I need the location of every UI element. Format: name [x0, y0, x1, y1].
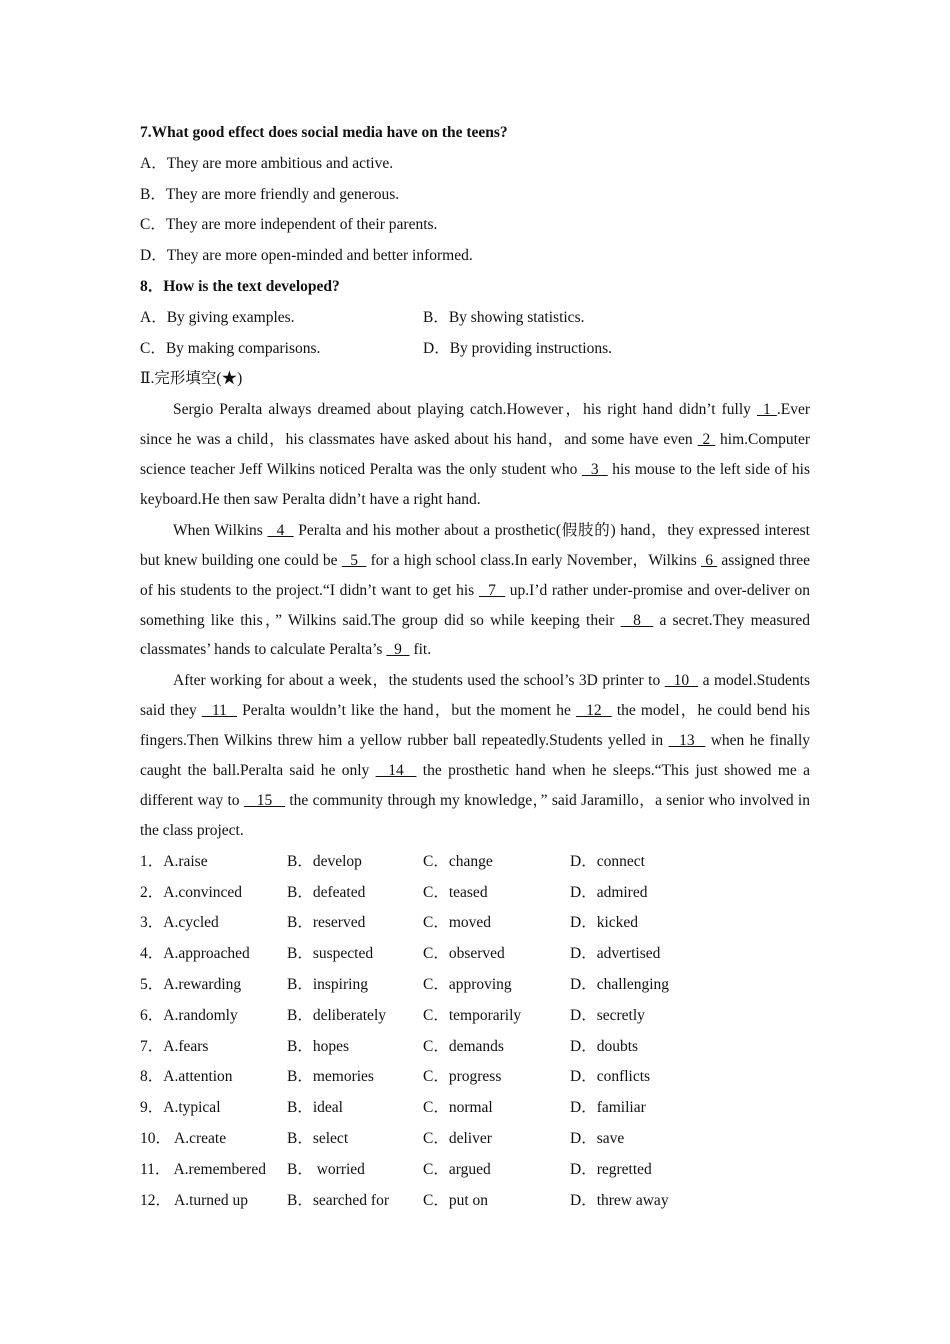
choice-c: C．observed [423, 945, 505, 963]
choice-a: 1．A.raise [140, 852, 208, 870]
choice-a: 10． A.create [140, 1129, 227, 1147]
choice-b: B．deliberately [287, 1006, 386, 1024]
section-title: Ⅱ.完形填空(★) [140, 370, 243, 388]
choices-list [140, 847, 810, 1217]
question-8-options-row-2 [140, 334, 810, 365]
choice-row-3 [140, 908, 810, 939]
paragraph-text: assigned three of his students to the project.“I didn’t want to get his [140, 551, 811, 599]
paragraph-text: up.I’d rather under-promise and over-deliver on something like this，” Wilkins said.The group did so while keeping their [140, 581, 810, 629]
choice-c: C．put on [423, 1191, 489, 1209]
choice-d: D．conflicts [570, 1068, 651, 1086]
choice-a: 3．A.cycled [140, 914, 219, 932]
blank-11: 11 [201, 702, 238, 720]
paragraph-text: when he finally caught the ball.Peralta said he only [140, 732, 811, 780]
choice-row-12 [140, 1186, 810, 1217]
choice-row-4 [140, 939, 810, 970]
question-8-options-row-1 [140, 303, 810, 334]
choice-d: D．challenging [570, 975, 670, 993]
choice-c: C．teased [423, 883, 488, 901]
question-8-option-d: D．By providing instructions. [423, 339, 613, 357]
choice-b: B．defeated [287, 883, 366, 901]
blank-12: 12 [575, 702, 612, 720]
cloze-paragraph-2 [140, 516, 810, 666]
choice-row-2 [140, 878, 810, 909]
blank-1: 1 [756, 401, 777, 419]
paragraph-text: the prosthetic hand when he sleeps.“This just showed me a different way to [140, 762, 810, 809]
question-8-option-b: B．By showing statistics. [423, 308, 585, 326]
choice-b: B．select [287, 1129, 349, 1147]
choice-b: B． worried [287, 1160, 365, 1178]
choice-d: D．admired [570, 883, 648, 901]
choice-row-10 [140, 1124, 810, 1155]
choice-b: B．reserved [287, 914, 366, 932]
choice-a: 9．A.typical [140, 1099, 221, 1117]
blank-6: 6 [701, 551, 718, 569]
blank-8: 8 [620, 611, 654, 629]
choice-a: 8．A.attention [140, 1068, 233, 1086]
choice-d: D．doubts [570, 1037, 639, 1055]
paragraph-text: Peralta and his mother about a prosthetic(假肢的) hand，they expressed interest but knew building one could be [140, 521, 810, 569]
choice-d: D．familiar [570, 1099, 646, 1117]
paragraph-text: the community through my knowledge，” said Jaramillo，a senior who involved in the class project. [140, 791, 810, 839]
choice-b: B．inspiring [287, 975, 368, 993]
choice-a: 7．A.fears [140, 1037, 209, 1055]
blank-4: 4 [267, 521, 294, 539]
choice-b: B．searched for [287, 1191, 389, 1209]
blank-5: 5 [341, 551, 367, 569]
choice-b: B．hopes [287, 1037, 350, 1055]
paragraph-text: his mouse to the left side of his keyboard.He then saw Peralta didn’t have a right hand. [140, 460, 811, 508]
paragraph-text: fit. [409, 641, 432, 659]
paragraph-text: him.Computer science teacher Jeff Wilkins noticed Peralta was the only student who [140, 431, 810, 478]
blank-10: 10 [664, 672, 699, 690]
paragraph-text: the model，he could bend his fingers.Then Wilkins threw him a yellow rubber ball repeatedly.Students yelled in [140, 702, 811, 750]
choice-c: C．progress [423, 1068, 502, 1086]
choice-row-7 [140, 1032, 810, 1063]
choice-c: C．approving [423, 975, 512, 993]
choice-a: 12． A.turned up [140, 1191, 249, 1209]
choice-a: 2．A.convinced [140, 883, 243, 901]
choice-d: D．advertised [570, 945, 661, 963]
choice-b: B．suspected [287, 945, 374, 963]
choice-row-1 [140, 847, 810, 878]
choice-a: 11． A.remembered [140, 1160, 266, 1178]
paragraph-text: .Ever since he was a child，his classmates have asked about his hand，and some have even [140, 401, 810, 449]
cloze-paragraph-1 [140, 395, 810, 515]
choice-row-9 [140, 1093, 810, 1124]
choice-b: B．develop [287, 852, 362, 870]
cloze-paragraph-3 [140, 666, 810, 845]
choice-a: 5．A.rewarding [140, 975, 242, 993]
blank-14: 14 [375, 762, 417, 780]
blank-9: 9 [386, 641, 410, 659]
paragraph-text: When Wilkins [173, 521, 268, 539]
choice-d: D．save [570, 1129, 625, 1147]
paragraph-text: Sergio Peralta always dreamed about playing catch.However，his right hand didn’t fully [173, 401, 757, 419]
choice-c: C．moved [423, 914, 492, 932]
paragraph-text: After working for about a week，the students used the school’s 3D printer to [173, 672, 665, 690]
choice-c: C．change [423, 852, 493, 870]
question-8-option-c: C．By making comparisons. [140, 339, 321, 357]
blank-3: 3 [581, 460, 608, 478]
choice-c: C．deliver [423, 1129, 492, 1147]
choice-row-11 [140, 1155, 810, 1186]
choice-row-6 [140, 1001, 810, 1032]
choice-c: C．temporarily [423, 1006, 522, 1024]
blank-15: 15 [243, 791, 286, 809]
choice-d: D．regretted [570, 1160, 652, 1178]
blank-13: 13 [668, 732, 706, 750]
choice-d: D．kicked [570, 914, 639, 932]
choice-a: 4．A.approached [140, 945, 250, 963]
question-8-option-a: A．By giving examples. [140, 308, 295, 326]
choice-d: D．connect [570, 852, 645, 870]
blank-7: 7 [478, 581, 506, 599]
question-7-option-d: D．They are more open-minded and better informed. [140, 247, 473, 265]
document-page [140, 118, 810, 1216]
question-7-option-b: B．They are more friendly and generous. [140, 185, 400, 203]
choice-row-5 [140, 970, 810, 1001]
choice-d: D．secretly [570, 1006, 645, 1024]
question-7-stem: 7.What good effect does social media have on the teens? [140, 124, 508, 141]
paragraph-text: for a high school class.In early November，Wilkins [366, 551, 702, 569]
question-7-option-c: C．They are more independent of their parents. [140, 216, 438, 234]
choice-a: 6．A.randomly [140, 1006, 238, 1024]
question-7-option-a: A．They are more ambitious and active. [140, 154, 394, 172]
choice-d: D．threw away [570, 1191, 669, 1209]
paragraph-text: Peralta wouldn’t like the hand，but the moment he [237, 702, 576, 720]
blank-2: 2 [697, 431, 716, 449]
choice-b: B．ideal [287, 1099, 343, 1117]
question-8-stem: 8．How is the text developed? [140, 277, 340, 295]
choice-c: C．normal [423, 1099, 493, 1117]
paragraph-text: a secret.They measured classmates’ hands to calculate Peralta’s [140, 611, 811, 659]
paragraph-text: a model.Students said they [140, 672, 810, 720]
choice-b: B．memories [287, 1068, 374, 1086]
choice-c: C．demands [423, 1037, 504, 1055]
choice-row-8 [140, 1062, 810, 1093]
choice-c: C．argued [423, 1160, 491, 1178]
